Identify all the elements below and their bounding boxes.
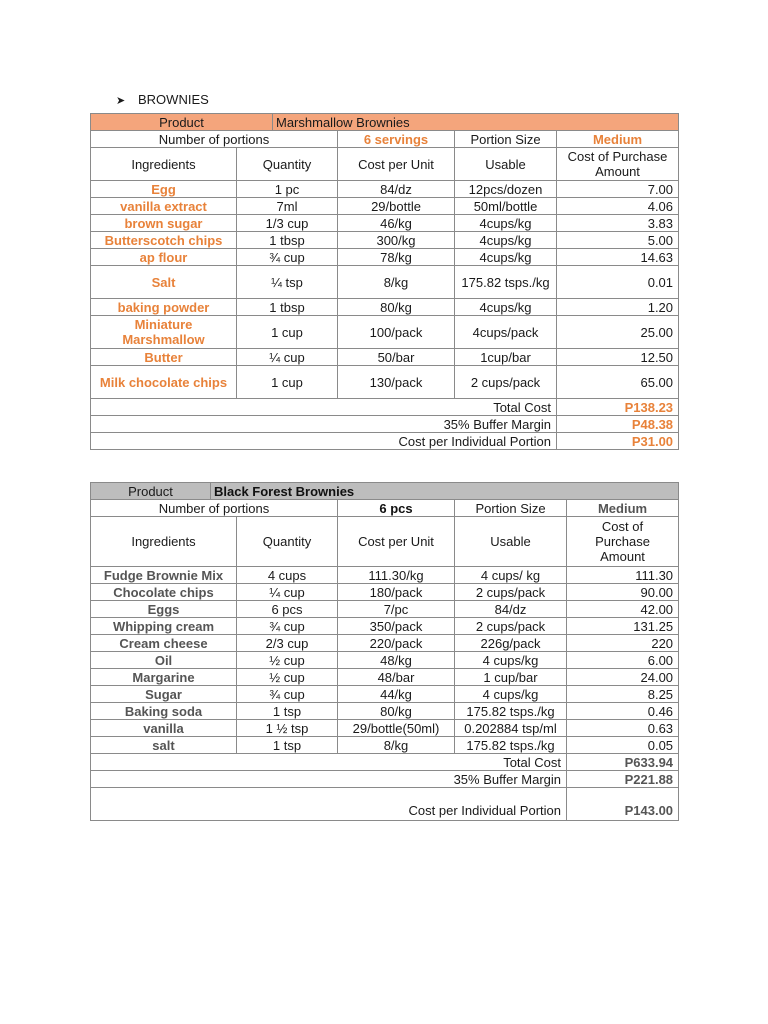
black-forest-brownies-table — [90, 482, 679, 821]
col-header-cost-per-unit: Cost per Unit — [338, 148, 455, 181]
total-cost-row — [91, 399, 679, 416]
portion-size-value: Medium — [567, 500, 679, 517]
cost-per-portion-value: P31.00 — [557, 433, 679, 450]
usable: 4cups/kg — [455, 215, 557, 232]
ingredient-row — [91, 584, 679, 601]
quantity: 1 ½ tsp — [237, 720, 338, 737]
ingredient-name: brown sugar — [91, 215, 237, 232]
ingredient-row — [91, 249, 679, 266]
portions-value: 6 servings — [338, 131, 455, 148]
purchase-amount: 65.00 — [557, 366, 679, 399]
ingredient-name: Fudge Brownie Mix — [91, 567, 237, 584]
ingredient-row — [91, 601, 679, 618]
purchase-amount: 0.05 — [567, 737, 679, 754]
quantity: ¾ cup — [237, 618, 338, 635]
ingredient-name: Oil — [91, 652, 237, 669]
cost-per-unit: 29/bottle(50ml) — [338, 720, 455, 737]
cost-per-unit: 180/pack — [338, 584, 455, 601]
quantity: 1 pc — [237, 181, 338, 198]
ingredient-name: salt — [91, 737, 237, 754]
cost-per-unit: 220/pack — [338, 635, 455, 652]
usable: 4 cups/kg — [455, 652, 567, 669]
ingredient-name: Miniature Marshmallow — [91, 316, 237, 349]
buffer-margin-value: P221.88 — [567, 771, 679, 788]
ingredient-name: baking powder — [91, 299, 237, 316]
purchase-amount: 220 — [567, 635, 679, 652]
quantity: ¼ cup — [237, 349, 338, 366]
ingredient-row — [91, 669, 679, 686]
col-header-quantity: Quantity — [237, 517, 338, 567]
col-header-quantity: Quantity — [237, 148, 338, 181]
ingredient-row — [91, 652, 679, 669]
purchase-amount: 25.00 — [557, 316, 679, 349]
cost-per-unit: 111.30/kg — [338, 567, 455, 584]
total-cost-label: Total Cost — [91, 754, 567, 771]
quantity: ¼ cup — [237, 584, 338, 601]
ingredient-row — [91, 316, 679, 349]
col-header-cost-of-purchase: Cost of Purchase Amount — [557, 148, 679, 181]
cost-per-unit: 8/kg — [338, 737, 455, 754]
purchase-amount: 42.00 — [567, 601, 679, 618]
usable: 12pcs/dozen — [455, 181, 557, 198]
ingredient-name: Eggs — [91, 601, 237, 618]
cost-per-unit: 7/pc — [338, 601, 455, 618]
purchase-amount: 0.63 — [567, 720, 679, 737]
purchase-amount: 5.00 — [557, 232, 679, 249]
quantity: 1 tsp — [237, 737, 338, 754]
ingredient-row — [91, 567, 679, 584]
col-header-cost-of-purchase: Cost of Purchase Amount — [567, 517, 679, 567]
portion-size-label: Portion Size — [455, 131, 557, 148]
usable: 1cup/bar — [455, 349, 557, 366]
quantity: 1 tsp — [237, 703, 338, 720]
portions-row — [91, 131, 679, 148]
total-cost-row — [91, 754, 679, 771]
purchase-amount: 24.00 — [567, 669, 679, 686]
usable: 0.202884 tsp/ml — [455, 720, 567, 737]
section-title: BROWNIES — [138, 92, 209, 107]
purchase-amount: 4.06 — [557, 198, 679, 215]
usable: 1 cup/bar — [455, 669, 567, 686]
quantity: 1/3 cup — [237, 215, 338, 232]
buffer-margin-row — [91, 771, 679, 788]
total-cost-value: P138.23 — [557, 399, 679, 416]
ingredient-name: Milk chocolate chips — [91, 366, 237, 399]
purchase-amount: 0.46 — [567, 703, 679, 720]
cost-per-unit: 80/kg — [338, 703, 455, 720]
product-name: Marshmallow Brownies — [273, 114, 679, 131]
cost-per-portion-row — [91, 788, 679, 821]
total-cost-label: Total Cost — [91, 399, 557, 416]
usable: 4cups/kg — [455, 249, 557, 266]
ingredient-row — [91, 686, 679, 703]
product-label: Product — [91, 114, 273, 131]
ingredient-name: ap flour — [91, 249, 237, 266]
cost-per-unit: 44/kg — [338, 686, 455, 703]
cost-per-unit: 80/kg — [338, 299, 455, 316]
purchase-amount: 1.20 — [557, 299, 679, 316]
purchase-amount: 111.30 — [567, 567, 679, 584]
usable: 2 cups/pack — [455, 618, 567, 635]
ingredient-name: Butterscotch chips — [91, 232, 237, 249]
quantity: 6 pcs — [237, 601, 338, 618]
quantity: 4 cups — [237, 567, 338, 584]
ingredient-name: Butter — [91, 349, 237, 366]
ingredient-row — [91, 266, 679, 299]
ingredient-name: Margarine — [91, 669, 237, 686]
portion-size-label: Portion Size — [455, 500, 567, 517]
ingredient-row — [91, 299, 679, 316]
cost-per-portion-label: Cost per Individual Portion — [91, 433, 557, 450]
ingredient-row — [91, 366, 679, 399]
cost-per-unit: 48/bar — [338, 669, 455, 686]
usable: 226g/pack — [455, 635, 567, 652]
cost-per-unit: 84/dz — [338, 181, 455, 198]
arrow-bullet-icon: ➤ — [116, 95, 126, 107]
ingredient-row — [91, 703, 679, 720]
quantity: 7ml — [237, 198, 338, 215]
usable: 4cups/pack — [455, 316, 557, 349]
usable: 175.82 tsps./kg — [455, 737, 567, 754]
quantity: 2/3 cup — [237, 635, 338, 652]
usable: 84/dz — [455, 601, 567, 618]
quantity: ¾ cup — [237, 249, 338, 266]
usable: 2 cups/pack — [455, 584, 567, 601]
col-header-cost-per-unit: Cost per Unit — [338, 517, 455, 567]
cost-per-portion-row — [91, 433, 679, 450]
cost-per-portion-label: Cost per Individual Portion — [91, 788, 567, 821]
cost-per-unit: 29/bottle — [338, 198, 455, 215]
column-header-row — [91, 148, 679, 181]
purchase-amount: 3.83 — [557, 215, 679, 232]
usable: 4cups/kg — [455, 299, 557, 316]
purchase-amount: 90.00 — [567, 584, 679, 601]
ingredient-row — [91, 349, 679, 366]
cost-per-unit: 46/kg — [338, 215, 455, 232]
ingredient-name: Salt — [91, 266, 237, 299]
usable: 4 cups/ kg — [455, 567, 567, 584]
ingredient-row — [91, 635, 679, 652]
ingredient-name: Egg — [91, 181, 237, 198]
ingredient-row — [91, 215, 679, 232]
purchase-amount: 7.00 — [557, 181, 679, 198]
col-header-usable: Usable — [455, 517, 567, 567]
purchase-amount: 0.01 — [557, 266, 679, 299]
usable: 50ml/bottle — [455, 198, 557, 215]
ingredient-name: Cream cheese — [91, 635, 237, 652]
product-name: Black Forest Brownies — [211, 483, 679, 500]
section-heading — [116, 92, 209, 107]
ingredient-row — [91, 618, 679, 635]
purchase-amount: 8.25 — [567, 686, 679, 703]
ingredient-name: Whipping cream — [91, 618, 237, 635]
portions-value: 6 pcs — [338, 500, 455, 517]
portions-label: Number of portions — [91, 131, 338, 148]
buffer-margin-value: P48.38 — [557, 416, 679, 433]
cost-per-unit: 350/pack — [338, 618, 455, 635]
ingredient-name: Sugar — [91, 686, 237, 703]
cost-per-unit: 48/kg — [338, 652, 455, 669]
ingredient-name: vanilla extract — [91, 198, 237, 215]
marshmallow-brownies-table — [90, 113, 679, 450]
quantity: 1 tbsp — [237, 299, 338, 316]
usable: 4 cups/kg — [455, 686, 567, 703]
ingredient-row — [91, 181, 679, 198]
quantity: 1 cup — [237, 316, 338, 349]
quantity: 1 tbsp — [237, 232, 338, 249]
usable: 175.82 tsps./kg — [455, 703, 567, 720]
cost-per-unit: 130/pack — [338, 366, 455, 399]
portions-label: Number of portions — [91, 500, 338, 517]
ingredient-row — [91, 737, 679, 754]
ingredient-row — [91, 720, 679, 737]
usable: 175.82 tsps./kg — [455, 266, 557, 299]
ingredient-name: Baking soda — [91, 703, 237, 720]
product-row — [91, 114, 679, 131]
ingredient-row — [91, 198, 679, 215]
buffer-margin-label: 35% Buffer Margin — [91, 416, 557, 433]
buffer-margin-label: 35% Buffer Margin — [91, 771, 567, 788]
col-header-usable: Usable — [455, 148, 557, 181]
cost-per-unit: 300/kg — [338, 232, 455, 249]
quantity: ½ cup — [237, 652, 338, 669]
usable: 2 cups/pack — [455, 366, 557, 399]
cost-per-unit: 8/kg — [338, 266, 455, 299]
product-row — [91, 483, 679, 500]
ingredient-row — [91, 232, 679, 249]
cost-per-unit: 100/pack — [338, 316, 455, 349]
col-header-ingredients: Ingredients — [91, 517, 237, 567]
quantity: ¼ tsp — [237, 266, 338, 299]
total-cost-value: P633.94 — [567, 754, 679, 771]
product-label: Product — [91, 483, 211, 500]
quantity: 1 cup — [237, 366, 338, 399]
quantity: ¾ cup — [237, 686, 338, 703]
purchase-amount: 131.25 — [567, 618, 679, 635]
ingredient-name: Chocolate chips — [91, 584, 237, 601]
portions-row — [91, 500, 679, 517]
purchase-amount: 14.63 — [557, 249, 679, 266]
purchase-amount: 12.50 — [557, 349, 679, 366]
usable: 4cups/kg — [455, 232, 557, 249]
buffer-margin-row — [91, 416, 679, 433]
cost-per-unit: 78/kg — [338, 249, 455, 266]
col-header-ingredients: Ingredients — [91, 148, 237, 181]
cost-per-unit: 50/bar — [338, 349, 455, 366]
quantity: ½ cup — [237, 669, 338, 686]
portion-size-value: Medium — [557, 131, 679, 148]
ingredient-name: vanilla — [91, 720, 237, 737]
cost-per-portion-value: P143.00 — [567, 788, 679, 821]
column-header-row — [91, 517, 679, 567]
purchase-amount: 6.00 — [567, 652, 679, 669]
